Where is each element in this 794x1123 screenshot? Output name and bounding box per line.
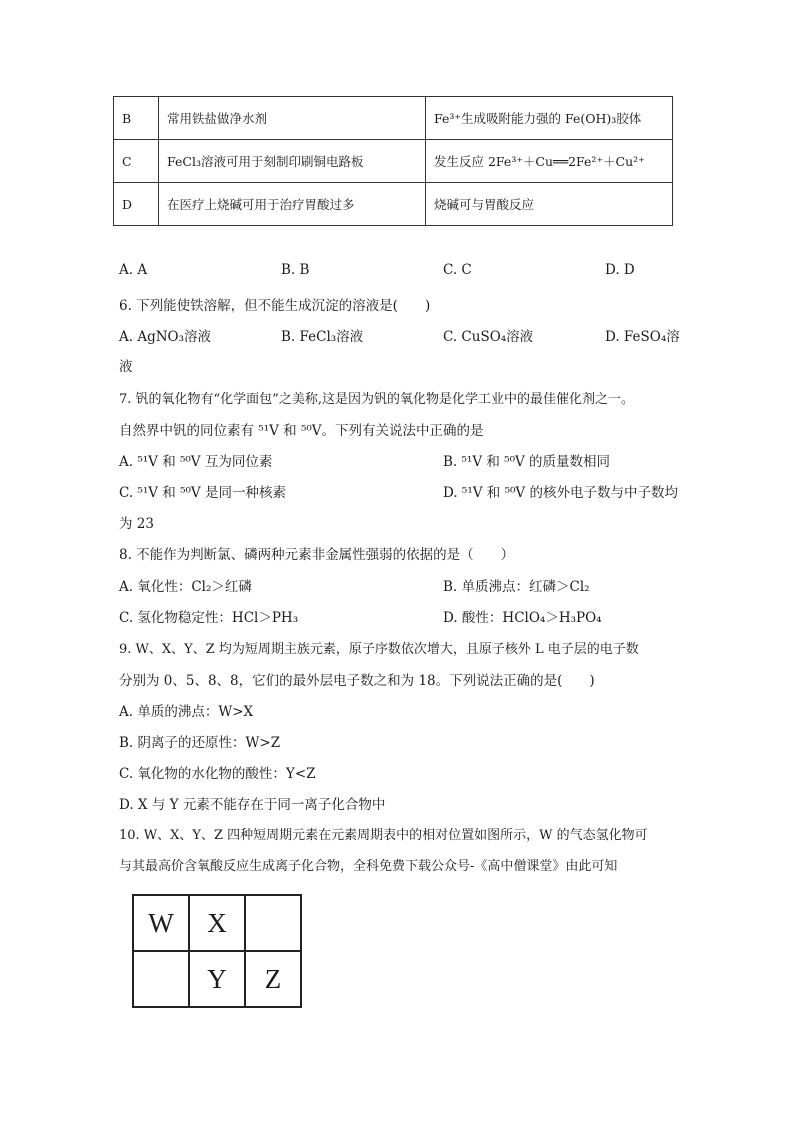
q7-option-a: A. ⁵¹V 和 ⁵⁰V 互为同位素 — [119, 454, 273, 470]
grid-cell — [245, 895, 301, 951]
grid-cell — [133, 951, 189, 1007]
q7-stem-line1: 7. 钒的氧化物有“化学面包”之美称,这是因为钒的氧化物是化学工业中的最佳催化剂之一。 — [119, 392, 634, 407]
row-reason: 烧碱可与胃酸反应 — [426, 183, 673, 226]
q8-option-c: C. 氢化物稳定性：HCl＞PH₃ — [119, 610, 299, 626]
grid-row — [133, 895, 301, 951]
q9-option-d: D. X 与 Y 元素不能存在于同一离子化合物中 — [119, 797, 386, 813]
q5-option-d: D. D — [605, 262, 635, 278]
q7-option-b: B. ⁵¹V 和 ⁵⁰V 的质量数相同 — [443, 454, 611, 470]
grid-cell: Z — [245, 951, 301, 1007]
q6-stem: 6. 下列能使铁溶解，但不能生成沉淀的溶液是( ) — [119, 298, 431, 314]
row-reason: 发生反应 2Fe³⁺＋Cu══2Fe²⁺＋Cu²⁺ — [426, 140, 673, 183]
q5-option-c: C. C — [443, 262, 472, 278]
q8-stem: 8. 不能作为判断氯、磷两种元素非金属性强弱的依据的是（ ） — [119, 547, 515, 563]
q9-stem-line1: 9. W、X、Y、Z 均为短周期主族元素，原子序数依次增大，且原子核外 L 电子层的电子数 — [119, 642, 639, 657]
grid-row — [133, 951, 301, 1007]
row-label: D — [114, 183, 159, 226]
q7-option-d-wrap: 为 23 — [119, 516, 154, 532]
grid-cell: X — [189, 895, 245, 951]
q7-option-c: C. ⁵¹V 和 ⁵⁰V 是同一种核素 — [119, 485, 286, 501]
q6-option-d: D. FeSO₄溶 — [605, 329, 680, 345]
table-row — [114, 183, 673, 226]
q9-option-a: A. 单质的沸点：W>X — [119, 704, 254, 720]
q9-stem-line2: 分别为 0、5、8、8，它们的最外层电子数之和为 18。下列说法正确的是( ) — [119, 673, 595, 689]
q10-stem-line1: 10. W、X、Y、Z 四种短周期元素在元素周期表中的相对位置如图所示，W 的气态氢化物可 — [119, 828, 648, 843]
table-row — [114, 97, 673, 140]
q6-option-b: B. FeCl₃溶液 — [281, 329, 364, 345]
q5-option-a: A. A — [119, 262, 148, 278]
options-table — [113, 96, 673, 226]
q7-option-d: D. ⁵¹V 和 ⁵⁰V 的核外电子数与中子数均 — [443, 485, 678, 501]
q10-stem-line2: 与其最高价含氧酸反应生成离子化合物，全科免费下载公众号-《高中僧课堂》由此可知 — [119, 859, 618, 874]
q8-option-b: B. 单质沸点：红磷＞Cl₂ — [443, 579, 590, 595]
grid-cell: W — [133, 895, 189, 951]
q9-option-c: C. 氧化物的水化物的酸性：Y<Z — [119, 766, 316, 782]
grid-cell: Y — [189, 951, 245, 1007]
q8-option-d: D. 酸性：HClO₄＞H₃PO₄ — [443, 610, 602, 626]
q8-option-a: A. 氧化性：Cl₂＞红磷 — [119, 579, 252, 595]
row-reason: Fe³⁺生成吸附能力强的 Fe(OH)₃胶体 — [426, 97, 673, 140]
q5-option-b: B. B — [281, 262, 310, 278]
row-fact: 在医疗上烧碱可用于治疗胃酸过多 — [159, 183, 426, 226]
q6-option-d-wrap: 液 — [119, 359, 133, 375]
q9-option-b: B. 阴离子的还原性：W>Z — [119, 735, 281, 751]
q7-stem-line2: 自然界中钒的同位素有 ⁵¹V 和 ⁵⁰V。下列有关说法中正确的是 — [119, 423, 484, 439]
row-label: B — [114, 97, 159, 140]
q6-option-a: A. AgNO₃溶液 — [119, 329, 212, 345]
row-fact: FeCl₃溶液可用于刻制印刷铜电路板 — [159, 140, 426, 183]
periodic-position-grid — [132, 894, 302, 1008]
table-row — [114, 140, 673, 183]
row-fact: 常用铁盐做净水剂 — [159, 97, 426, 140]
q6-option-c: C. CuSO₄溶液 — [443, 329, 534, 345]
row-label: C — [114, 140, 159, 183]
